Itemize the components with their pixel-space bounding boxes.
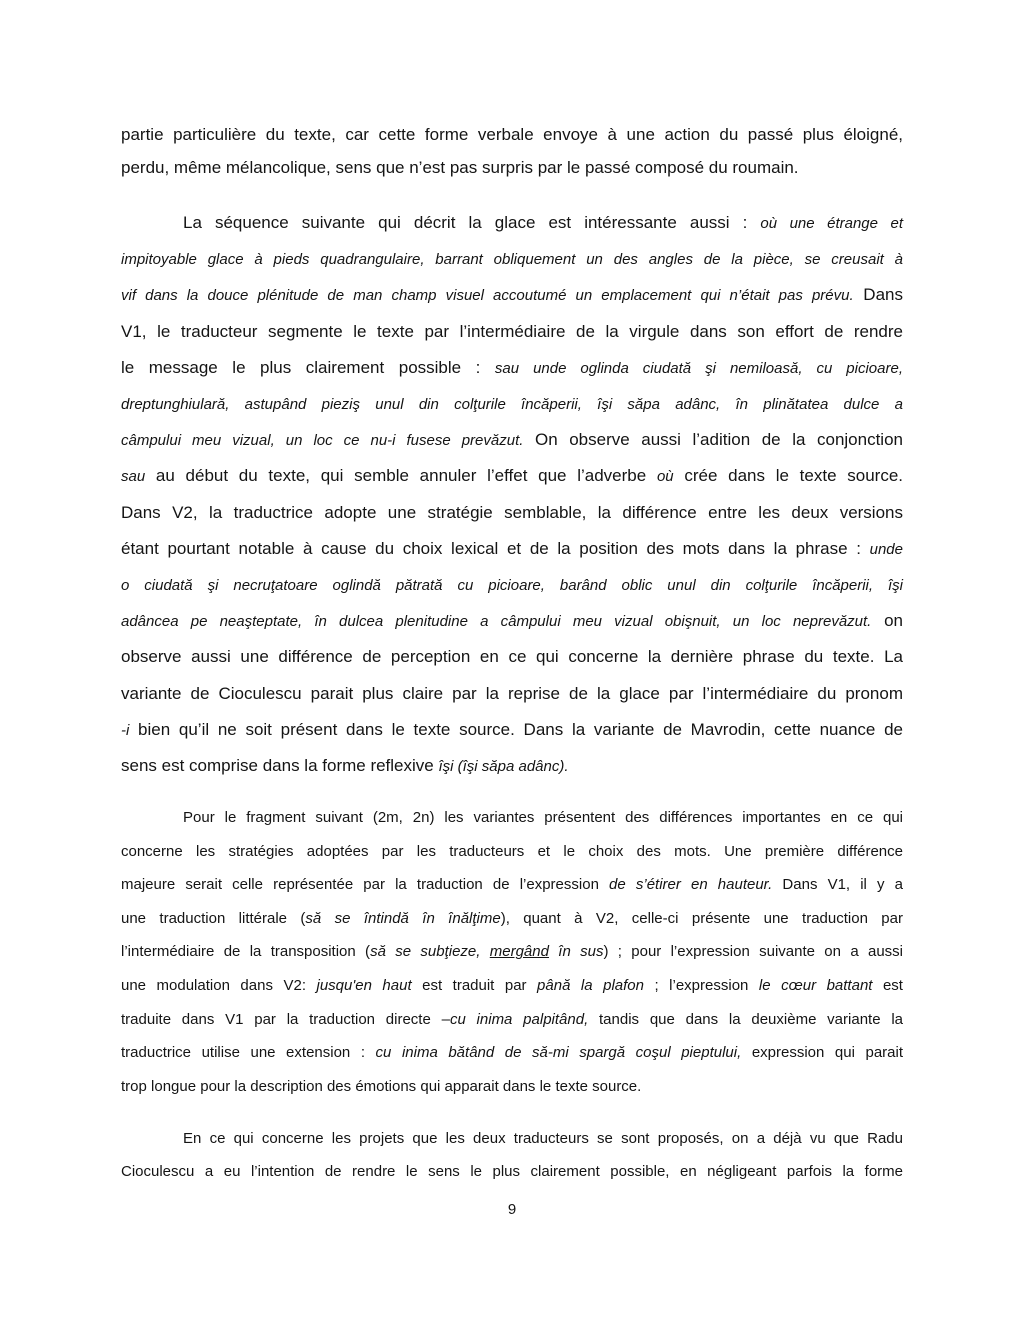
- italic-text-run: le cœur battant: [758, 976, 873, 994]
- italic-text-run: où une étrange et: [760, 215, 903, 232]
- paragraph-mirror-sequence-analysis: [121, 205, 903, 784]
- text-run: variante de Cioculescu parait plus claire par la reprise de la glace par l’intermédiaire du pronom: [121, 683, 903, 703]
- text-run: ), quant à V2, celle-ci présente une traduction par: [500, 909, 903, 927]
- text-run: étant pourtant notable à cause du choix lexical et de la position des mots dans la phrase :: [121, 538, 870, 558]
- text-run: traduite dans V1 par la traduction directe –: [121, 1010, 450, 1028]
- text-run: Dans V2, la traductrice adopte une stratégie semblable, la différence entre les deux versions: [121, 502, 903, 522]
- text-run: une traduction littérale (: [121, 909, 306, 927]
- text-line: [121, 868, 903, 902]
- italic-text-run: să se subţieze,: [370, 943, 490, 961]
- text-line: [121, 314, 903, 350]
- text-line: [121, 935, 903, 969]
- text-run: le message le plus clairement possible :: [121, 357, 495, 377]
- text-line: [121, 902, 903, 936]
- text-line: [121, 801, 903, 835]
- text-line: [121, 1003, 903, 1037]
- text-run: perdu, même mélancolique, sens que n’est pas surpris par le passé composé du roumain.: [121, 158, 799, 177]
- text-run: sens est comprise dans la forme reflexive: [121, 756, 439, 776]
- paragraph-continuation: [121, 118, 903, 184]
- text-run: est: [872, 976, 903, 994]
- text-run: concerne les stratégies adoptées par les traducteurs et le choix des mots. Une première différence: [121, 842, 903, 860]
- italic-text-run: în sus: [548, 943, 604, 961]
- italic-text-run: dreptunghiulară, astupând pieziş unul din colţurile încăperii, îşi săpa adânc, în plinătatea dulce a: [121, 396, 903, 414]
- text-line: [121, 748, 903, 784]
- text-run: trop longue pour la description des émotions qui apparait dans le texte source.: [121, 1077, 642, 1095]
- text-run: La séquence suivante qui décrit la glace est intéressante aussi :: [183, 213, 761, 232]
- text-line: [121, 277, 903, 313]
- italic-text-run: vif dans la douce plénitude de man champ visuel accoutumé un emplacement qui n’était pas prévu.: [121, 287, 854, 305]
- italic-text-run: până la plafon: [537, 976, 644, 994]
- text-run: observe aussi une différence de perception en ce qui concerne la dernière phrase du texte. La: [121, 647, 903, 667]
- text-line: [121, 458, 903, 494]
- text-run: En ce qui concerne les projets que les deux traducteurs se sont proposés, on a déjà vu que Radu: [183, 1130, 903, 1147]
- italic-text-run: îşi (îşi săpa adânc).: [438, 758, 569, 776]
- text-run: majeure serait celle représentée par la traduction de l’expression: [121, 876, 610, 894]
- text-run: tandis que dans la deuxième variante la: [588, 1010, 903, 1028]
- text-line: [121, 118, 903, 151]
- italic-text-run: o ciudată şi necruţatoare oglindă pătrată cu picioare, barând oblic unul din colţurile încăperii, îşi: [121, 577, 903, 595]
- paragraph-translator-projects: [121, 1122, 903, 1189]
- text-run: On observe aussi l’adition de la conjonction: [523, 430, 903, 450]
- italic-text-run: de s’étirer en hauteur.: [609, 876, 773, 894]
- text-run: expression qui parait: [741, 1044, 903, 1062]
- text-line: [121, 603, 903, 639]
- italic-text-run: cu inima palpitând,: [449, 1010, 589, 1028]
- text-run: crée dans le texte source.: [673, 466, 903, 486]
- text-run: Dans: [853, 285, 903, 305]
- italic-text-run: où: [656, 468, 674, 486]
- text-line: [121, 639, 903, 675]
- italic-text-run: sau unde oglinda ciudată şi nemiloasă, cu picioare,: [494, 359, 903, 377]
- text-line: [121, 1155, 903, 1188]
- italic-text-run: unde: [869, 540, 903, 558]
- italic-text-run: jusqu'en haut: [316, 976, 412, 994]
- text-line: [121, 205, 903, 241]
- text-line: [121, 835, 903, 869]
- text-run: V1, le traducteur segmente le texte par l’intermédiaire de la virgule dans son effort de rendre: [121, 321, 903, 341]
- text-line: [121, 676, 903, 712]
- text-run: l’intermédiaire de la transposition (: [121, 943, 371, 961]
- paragraph-fragment-2m-2n: [121, 801, 903, 1103]
- text-run: est traduit par: [411, 976, 538, 994]
- text-run: au début du texte, qui semble annuler l’effet que l’adverbe: [145, 466, 657, 486]
- text-run: on: [871, 611, 903, 631]
- underlined-italic-text-run: mergând: [489, 943, 549, 961]
- text-line: [121, 350, 903, 386]
- text-run: partie particulière du texte, car cette forme verbale envoye à une action du passé plus éloigné,: [121, 125, 903, 144]
- text-run: Cioculescu a eu l’intention de rendre le sens le plus clairement possible, en négligeant parfois la forme: [121, 1163, 903, 1181]
- text-line: [121, 422, 903, 458]
- text-run: bien qu’il ne soit présent dans le texte source. Dans la variante de Mavrodin, cette nuance de: [129, 719, 903, 739]
- italic-text-run: cu inima bătând de să-mi spargă coşul pieptului,: [375, 1044, 742, 1062]
- text-line: [121, 567, 903, 603]
- italic-text-run: impitoyable glace à pieds quadrangulaire, barrant obliquement un des angles de la pièce, se creusait à: [121, 251, 903, 269]
- text-line: [121, 531, 903, 567]
- text-run: traductrice utilise une extension :: [121, 1044, 376, 1062]
- text-run: Dans V1, il y a: [772, 876, 903, 894]
- page-number: 9: [507, 1201, 517, 1218]
- text-line: [121, 386, 903, 422]
- text-line: [121, 712, 903, 748]
- text-line: [121, 241, 903, 277]
- italic-text-run: sau: [121, 468, 146, 486]
- italic-text-run: câmpului meu vizual, un loc ce nu-i fusese prevăzut.: [121, 432, 524, 450]
- text-line: [121, 1070, 903, 1104]
- italic-text-run: -i: [121, 721, 130, 739]
- text-line: [121, 495, 903, 531]
- text-run: ) ; pour l’expression suivante on a aussi: [603, 943, 903, 961]
- text-line: [121, 151, 903, 184]
- text-run: une modulation dans V2:: [121, 976, 317, 994]
- text-line: [121, 1122, 903, 1155]
- italic-text-run: adâncea pe neaşteptate, în dulcea plenitudine a câmpului meu vizual obişnuit, un loc neprevăzut.: [121, 613, 872, 631]
- text-line: [121, 969, 903, 1003]
- text-run: ; l’expression: [643, 976, 759, 994]
- text-run: Pour le fragment suivant (2m, 2n) les variantes présentent des différences importantes en ce qui: [183, 809, 903, 826]
- italic-text-run: să se întindă în înălţime: [305, 909, 501, 927]
- text-line: [121, 1036, 903, 1070]
